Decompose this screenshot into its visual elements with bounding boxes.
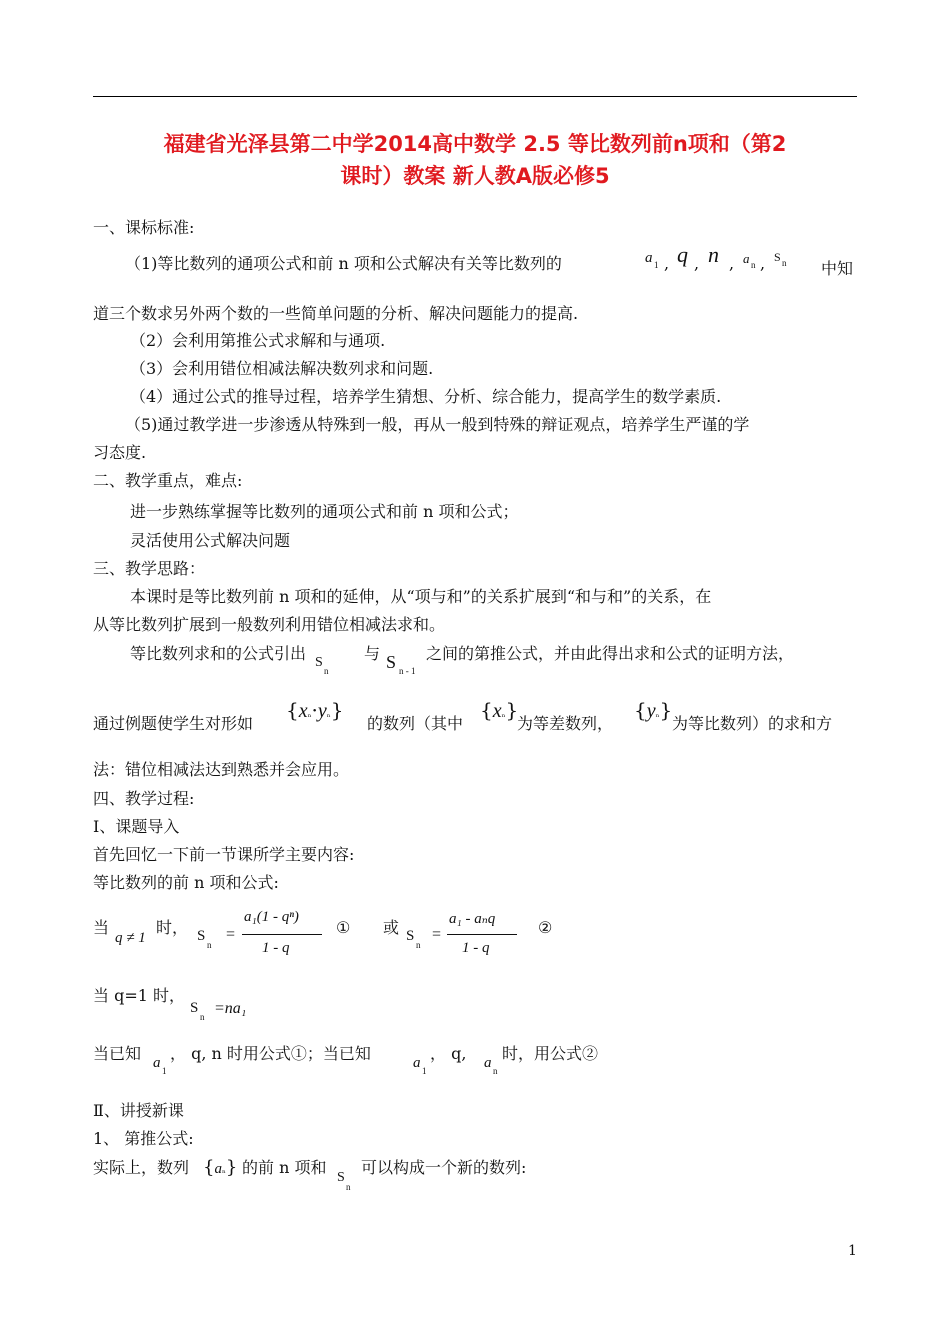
s3-p1-cont: 从等比数列扩展到一般数列利用错位相减法求和。 [93, 615, 446, 634]
section-2-heading: 二、教学重点，难点: [93, 471, 243, 490]
s1-p4: （4）通过公式的推导过程，培养学生猜想、分析、综合能力，提高学生的数学素质. [130, 387, 722, 406]
s3-p1: 本课时是等比数列前 n 项和的延伸，从“项与和”的关系扩展到“和与和”的关系，在 [130, 587, 712, 606]
formula2-bar [447, 934, 517, 935]
set-x: {xₙ} [480, 698, 519, 722]
s3-p3-c: 为等差数列， [517, 714, 614, 733]
when-label-b: 时， [156, 918, 189, 937]
symbol-sn-5: S [337, 1170, 345, 1185]
s2-p1: 进一步熟练掌握等比数列的通项公式和前 n 项和公式； [130, 502, 519, 521]
formula2-denominator: 1 - q [462, 940, 490, 956]
s3-p2-a: 等比数列求和的公式引出 [130, 644, 307, 663]
s2-p2: 灵活使用公式解决问题 [130, 531, 291, 550]
document-title [93, 128, 857, 192]
symbol-a1-4: a [413, 1055, 421, 1071]
s1-p1-cont: 道三个数求另外两个数的一些简单问题的分析、解决问题能力的提高. [93, 304, 579, 323]
symbol-q: q [677, 242, 688, 267]
formula1-numerator: a₁(1 - qⁿ) [244, 909, 299, 925]
s1-p1-text: （1)等比数列的通项公式和前 n 项和公式解决有关等比数列的 [125, 254, 562, 273]
formula3-S: S [190, 1000, 199, 1016]
symbol-an: a [743, 251, 750, 266]
s4-ii-p1-b: 的前 n 项和 [242, 1158, 327, 1177]
symbol-a1-3: a [153, 1055, 161, 1071]
s4-ii-p1-a: 实际上，数列 [93, 1158, 190, 1177]
set-xy: {xₙ·yₙ} [286, 698, 344, 722]
section-1-heading: 一、课标标准: [93, 218, 195, 237]
formula1-denominator: 1 - q [262, 940, 290, 956]
section-4-heading: 四、教学过程: [93, 789, 195, 808]
s3-p3-a: 通过例题使学生对形如 [93, 714, 254, 733]
symbol-sn-2: S [315, 655, 323, 670]
title-line-1: 福建省光泽县第二中学2014高中数学 2.5 等比数列前n项和（第2 [163, 132, 787, 156]
s1-p5: （5)通过教学进一步渗透从特殊到一般，再从一般到特殊的辩证观点，培养学生严谨的学 [125, 415, 750, 434]
known-a: 当已知 [93, 1044, 142, 1063]
set-y: {yₙ} [634, 698, 673, 722]
section-3-heading: 三、教学思路： [93, 559, 206, 578]
s1-p5-cont: 习态度. [93, 443, 147, 462]
formula1-S: S [197, 928, 206, 944]
s4-part-2: Ⅱ、讲授新课 [93, 1101, 184, 1120]
when-label: 当 [93, 918, 110, 937]
s3-p2-b: 与 [364, 644, 381, 663]
formula3-rhs: =na₁ [214, 1000, 247, 1017]
symbol-a1: a [645, 250, 653, 266]
known-d: 时，用公式② [502, 1044, 599, 1063]
header-rule [93, 96, 857, 97]
known-c: ， q, [430, 1044, 467, 1063]
symbol-sn: S [774, 250, 781, 264]
symbol-n: n [708, 242, 719, 267]
s4-i-p1: 首先回忆一下前一节课所学主要内容: [93, 845, 355, 864]
circled-2: ② [538, 918, 553, 937]
s4-ii-p1-c: 可以构成一个新的数列: [361, 1158, 527, 1177]
symbol-sn-1: S [386, 652, 397, 672]
s3-p3-d: 为等比数列）的求和方 [672, 714, 833, 733]
circled-1: ① [336, 918, 351, 937]
title-line-2: 课时）教案 新人教A版必修5 [340, 164, 610, 188]
formula1-bar [242, 934, 322, 935]
s1-p2: （2）会利用第推公式求解和与通项. [130, 331, 386, 350]
page-number: 1 [848, 1243, 857, 1259]
s4-ii-1: 1、 第推公式: [93, 1129, 194, 1148]
or-label: 或 [383, 918, 400, 937]
s4-i-p2: 等比数列的前 n 项和公式: [93, 873, 279, 892]
symbol-an-4: a [484, 1055, 492, 1071]
s4-part-1: Ⅰ、课题导入 [93, 817, 180, 836]
s3-p4: 法：错位相减法达到熟悉并会应用。 [93, 760, 350, 779]
known-b: ， q, n 时用公式①；当已知 [170, 1044, 371, 1063]
cond-q-ne-1: q ≠ 1 [115, 930, 146, 946]
s1-p3: （3）会利用错位相减法解决数列求和问题. [130, 359, 434, 378]
formula2-S: S [406, 928, 415, 944]
s3-p3-b: 的数列（其中 [367, 714, 464, 733]
set-an: {aₙ} [203, 1157, 238, 1178]
s1-p1-end: 中知 [821, 259, 854, 278]
when-q-1: 当 q=1 时， [93, 986, 186, 1005]
formula2-numerator: a₁ - aₙq [449, 911, 496, 927]
s3-p2-c: 之间的第推公式，并由此得出求和公式的证明方法， [426, 644, 795, 663]
